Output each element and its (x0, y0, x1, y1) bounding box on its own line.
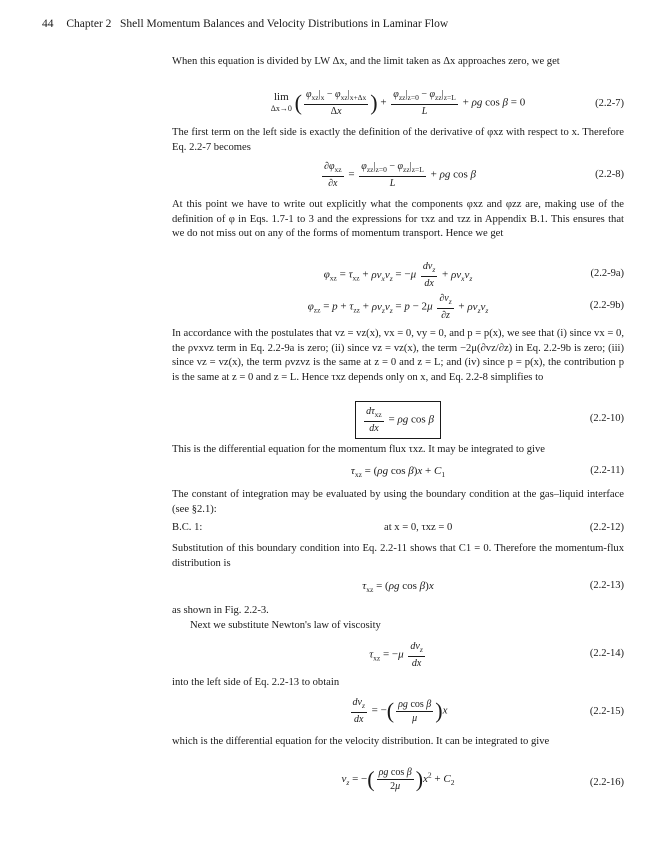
equation-number: (2.2-7) (595, 98, 624, 109)
bc-label: B.C. 1: (172, 522, 203, 533)
paragraph-4: In accordance with the postulates that vz = vz(x), vx = 0, vy = 0, and p = p(x), we see that (i) since vx = 0, the ρvxvz term in Eq. 2.2-9a is zero; (ii) since vz = vz(x), the term −2μ(∂vz/∂z) in Eq. 2.2-9b is zero; (iii) since vz = vz(x), the term ρvzvz is the same at z = 0 and z = L; and (iv) since p = p(x), the contribution p is the same at z = 0 and z = L. Hence τxz depends only on x, and Eq. 2.2-8 simplifies to (172, 328, 624, 383)
chapter-title: Shell Momentum Balances and Velocity Distributions in Laminar Flow (120, 18, 449, 30)
chapter-label: Chapter 2 (66, 18, 112, 30)
paragraph-7: Substitution of this boundary condition into Eq. 2.2-11 shows that C1 = 0. Therefore the momentum-flux distribution is (172, 543, 624, 569)
paragraph-5: This is the differential equation for the momentum flux τxz. It may be integrated to give (172, 444, 545, 455)
paragraph-3: At this point we have to write out explicitly what the components φxz and φzz are, making use of the definition of φ in Eqs. 1.7-1 to 3 and the expressions for τxz and τzz in Appendix B.1. This ensures that we do not miss out on any of the forms of momentum transport. Hence we get (172, 199, 624, 240)
page-header (42, 18, 448, 30)
paragraph-9: Next we substitute Newton's law of viscosity (190, 620, 381, 631)
paragraph-6: The constant of integration may be evaluated by using the boundary condition at the gas–liquid interface (see §2.1): (172, 489, 624, 515)
equation-2-2-10 (172, 401, 624, 437)
equation-number: (2.2-10) (589, 413, 624, 424)
equation-2-2-14: $\tau_{xz} = -\mu$ $\frac{dv_z}{dx}$ (2.2-14) (369, 641, 624, 669)
equation-2-2-7: lim Δx→0 ( $\frac{\varphi_{xz}|_x - \varphi_{xz}|_{x+\Delta x}}{\Delta x}$ ) + $\frac{\varphi_{zz}|_{z=0} - \varphi_{zz}|_{z=L}}{L}$ + ρg cos β = 0 (2.2-7) (270, 89, 624, 117)
paragraph-2: The first term on the left side is exactly the definition of the derivative of φxz with respect to x. Therefore Eq. 2.2-7 becomes (172, 127, 624, 153)
equation-number: (2.2-13) (589, 580, 624, 591)
equation-2-2-11: $\tau_{xz} = (\rho g$ $\cos \beta)x + C_1$ (2.2-11) (350, 465, 624, 480)
boundary-condition-1 (172, 522, 624, 538)
equation-number: (2.2-16) (589, 777, 624, 788)
equation-number: (2.2-15) (589, 706, 624, 717)
equation-number: (2.2-9a) (590, 268, 624, 279)
paragraph-8: as shown in Fig. 2.2-3. (172, 605, 269, 616)
equation-2-2-8: $\frac{\partial\varphi_{xz}}{\partial x}$ = $\frac{\varphi_{zz}|_{z=0} - \varphi_{zz}|_{z=L}}{L}$ + ρg cos β (2.2-8) (323, 161, 624, 189)
bc-condition: at x = 0, τxz = 0 (384, 522, 453, 533)
equation-number: (2.2-14) (589, 648, 624, 659)
paragraph-11: which is the differential equation for the velocity distribution. It can be integrated to give (172, 736, 550, 747)
equation-number: (2.2-8) (595, 169, 624, 180)
equation-2-2-9b: $\varphi_{zz} = p + \tau_{zz} + \rho v_zv_z = p - 2\mu$ $\frac{\partial v_z}{\partial z}$ + $\rho v_zv_z$ (2.2-9b) (307, 293, 624, 321)
equation-number: (2.2-9b) (589, 300, 624, 311)
page-number: 44 (42, 18, 54, 30)
boxed-equation: $\frac{d\tau_{xz}}{dx}$ = ρg cos β (355, 401, 441, 439)
equation-number: (2.2-12) (589, 522, 624, 533)
equation-2-2-13: $\tau_{xz} = (\rho g$ cos β)x (2.2-13) (362, 580, 624, 595)
equation-2-2-15: $\frac{dv_z}{dx}$ = −( $\frac{\text{ρg cos β}}{\mu}$ )x (2.2-15) (352, 697, 624, 725)
paragraph-10: into the left side of Eq. 2.2-13 to obtain (172, 677, 340, 688)
equation-2-2-9a: $\varphi_{xz} = \tau_{xz} + \rho v_xv_z = -\mu$ $\frac{dv_z}{dx}$ + $\rho v_xv_z$ (2.2-9a) (323, 261, 624, 289)
paragraph-1: When this equation is divided by LW Δx, and the limit taken as Δx approaches zero, we get (172, 56, 560, 67)
equation-2-2-16: $v_z$ = −( $\frac{\text{ρg cos β}}{2\mu}$ )$x^2 + C_2$ (2.2-16) (341, 766, 624, 792)
equation-number: (2.2-11) (590, 465, 624, 476)
